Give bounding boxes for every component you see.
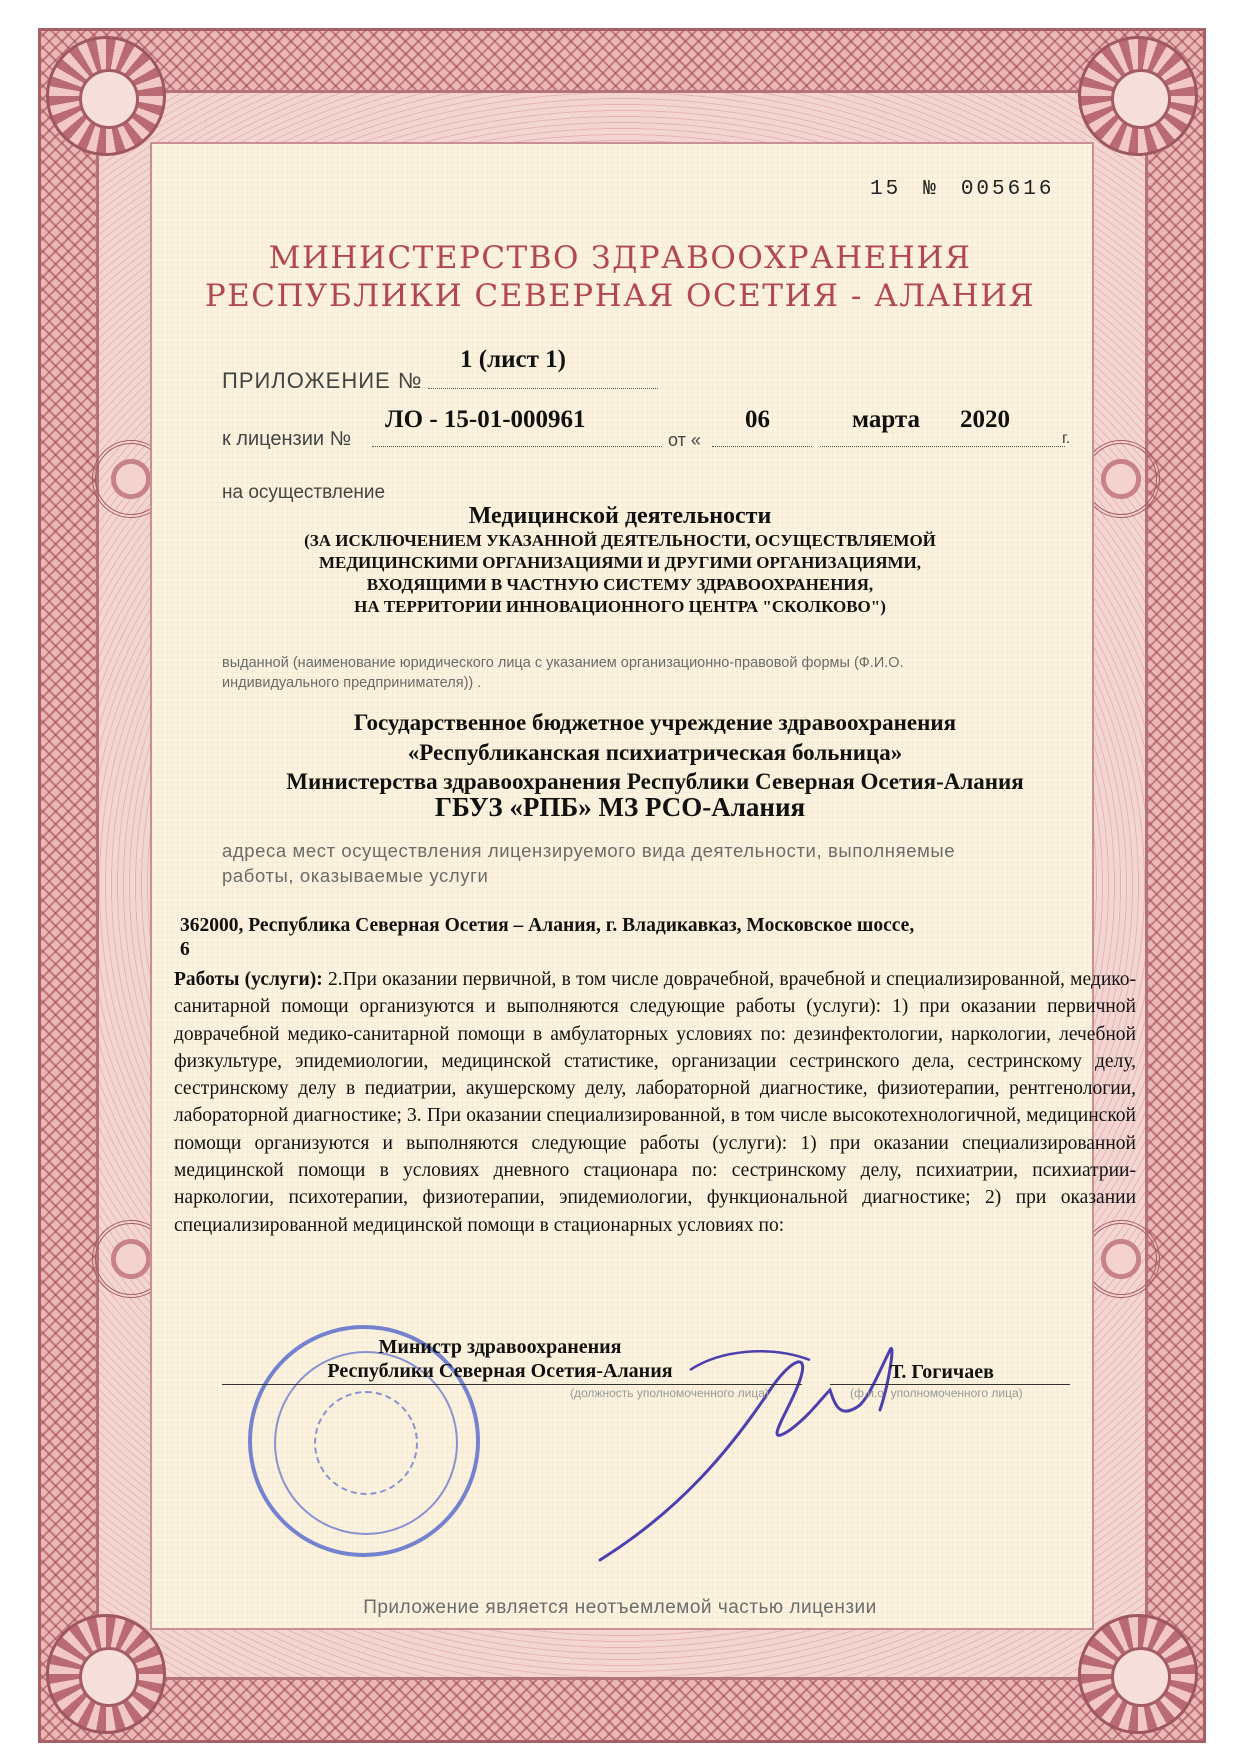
corner-rosette-icon — [1078, 36, 1198, 156]
appendix-underline — [428, 388, 658, 389]
places-label-line2: работы, оказываемые услуги — [222, 865, 489, 886]
ministry-title-line1: МИНИСТЕРСТВО ЗДРАВООХРАНЕНИЯ — [268, 240, 972, 276]
signatory-position-line1: Министр здравоохранения — [378, 1336, 622, 1358]
address-line1: 362000, Республика Северная Осетия – Алания, г. Владикавказ, Московское шоссе, — [180, 915, 915, 936]
appendix-label: ПРИЛОЖЕНИЕ № — [222, 368, 423, 393]
license-year: 2020 — [960, 406, 1010, 433]
corner-rosette-icon — [46, 36, 166, 156]
organization-name-line: «Республиканская психиатрическая больница» — [407, 739, 903, 765]
appendix-value: 1 (лист 1) — [460, 346, 566, 373]
corner-rosette-icon — [1078, 1614, 1198, 1734]
organization-name-line: Министерства здравоохранения Республики Северная Осетия-Алания — [286, 769, 1024, 794]
serial-no-sign: № — [923, 178, 939, 201]
signatory-position-line2: Республики Северная Осетия-Алания — [327, 1360, 673, 1382]
license-date-underline — [820, 446, 1065, 447]
license-year-suffix: г. — [1062, 430, 1071, 447]
activity-title: Медицинской деятельности — [468, 503, 772, 529]
license-day: 06 — [745, 406, 770, 433]
license-number: ЛО - 15-01-000961 — [385, 406, 586, 433]
activity-details — [200, 530, 1040, 618]
corner-rosette-icon — [46, 1614, 166, 1734]
footer-note: Приложение является неотъемлемой частью лицензии — [363, 1597, 877, 1618]
position-caption: (должность уполномоченного лица) — [570, 1386, 769, 1400]
activity-detail-line: ВХОДЯЩИМИ В ЧАСТНУЮ СИСТЕМУ ЗДРАВООХРАНЕНИЯ, — [366, 575, 874, 594]
activity-detail-line: (ЗА ИСКЛЮЧЕНИЕМ УКАЗАННОЙ ДЕЯТЕЛЬНОСТИ, ОСУЩЕСТВЛЯЕМОЙ — [304, 531, 936, 550]
works-paragraph — [174, 966, 1136, 1239]
activity-label: на осуществление — [222, 482, 386, 503]
activity-detail-line: МЕДИЦИНСКИМИ ОРГАНИЗАЦИЯМИ И ДРУГИМИ ОРГАНИЗАЦИЯМИ, — [318, 553, 922, 572]
ministry-title-line2: РЕСПУБЛИКИ СЕВЕРНАЯ ОСЕТИЯ - АЛАНИЯ — [204, 278, 1036, 314]
license-month: марта — [852, 406, 921, 433]
license-number-underline — [372, 446, 662, 447]
name-caption: (ф.и.о. уполномоченного лица) — [850, 1386, 1023, 1400]
places-label-line1: адреса мест осуществления лицензируемого вида деятельности, выполняемые — [222, 840, 956, 861]
serial-series: 15 — [870, 178, 902, 201]
license-label: к лицензии № — [222, 428, 352, 450]
organization-name — [174, 708, 1136, 797]
signatory-name: Т. Гогичаев — [890, 1361, 994, 1383]
organization-name-line: Государственное бюджетное учреждение здравоохранения — [353, 710, 957, 735]
organization-short-name: ГБУЗ «РПБ» МЗ РСО-Алания — [434, 792, 806, 822]
issued-label-line2: индивидуального предпринимателя)) . — [222, 675, 482, 691]
places-label — [222, 838, 1082, 888]
issued-label-line1: выданной (наименование юридического лица с указанием организационно-правовой формы (Ф.И.О. — [222, 655, 904, 671]
works-lead: Работы (услуги): — [174, 969, 323, 990]
activity-detail-line: НА ТЕРРИТОРИИ ИННОВАЦИОННОГО ЦЕНТРА "СКОЛКОВО") — [354, 597, 886, 616]
license-day-underline — [712, 446, 812, 447]
issued-label — [222, 653, 1072, 693]
signatory-position — [240, 1335, 760, 1383]
serial-number — [870, 178, 1054, 201]
position-signature-line — [222, 1384, 802, 1385]
license-from-label: от « — [668, 430, 701, 450]
address — [180, 914, 1140, 962]
serial-value: 005616 — [960, 178, 1055, 201]
address-line2: 6 — [180, 939, 190, 960]
name-signature-line — [830, 1384, 1070, 1385]
works-text: 2.При оказании первичной, в том числе доврачебной, врачебной и специализированной, медико-санитарной помощи организуются и выполняются следующие работы (услуги): 1) при оказании первичной доврачебной медико-санитарной помощи в амбулаторных условиях по: дезинфектологии, наркологии, лечебной физкультуре, эпидемиологии, медицинской статистике, организации сестринского дела, сестринскому делу, сестринскому делу в педиатрии, акушерскому делу, лабораторной диагностике, физиотерапии, рентгенологии, лабораторной диагностике; 3. При оказании специализированной, в том числе высокотехнологичной, медицинской помощи организуются и выполняются следующие работы (услуги): 1) при оказании специализированной медицинской помощи в условиях дневного стационара по: сестринскому делу, психиатрии, психиатрии-наркологии, психотерапии, физиотерапии, эпидемиологии, функциональной диагностике; 2) при оказании специализированной медицинской помощи в стационарных условиях по: — [174, 969, 1136, 1236]
